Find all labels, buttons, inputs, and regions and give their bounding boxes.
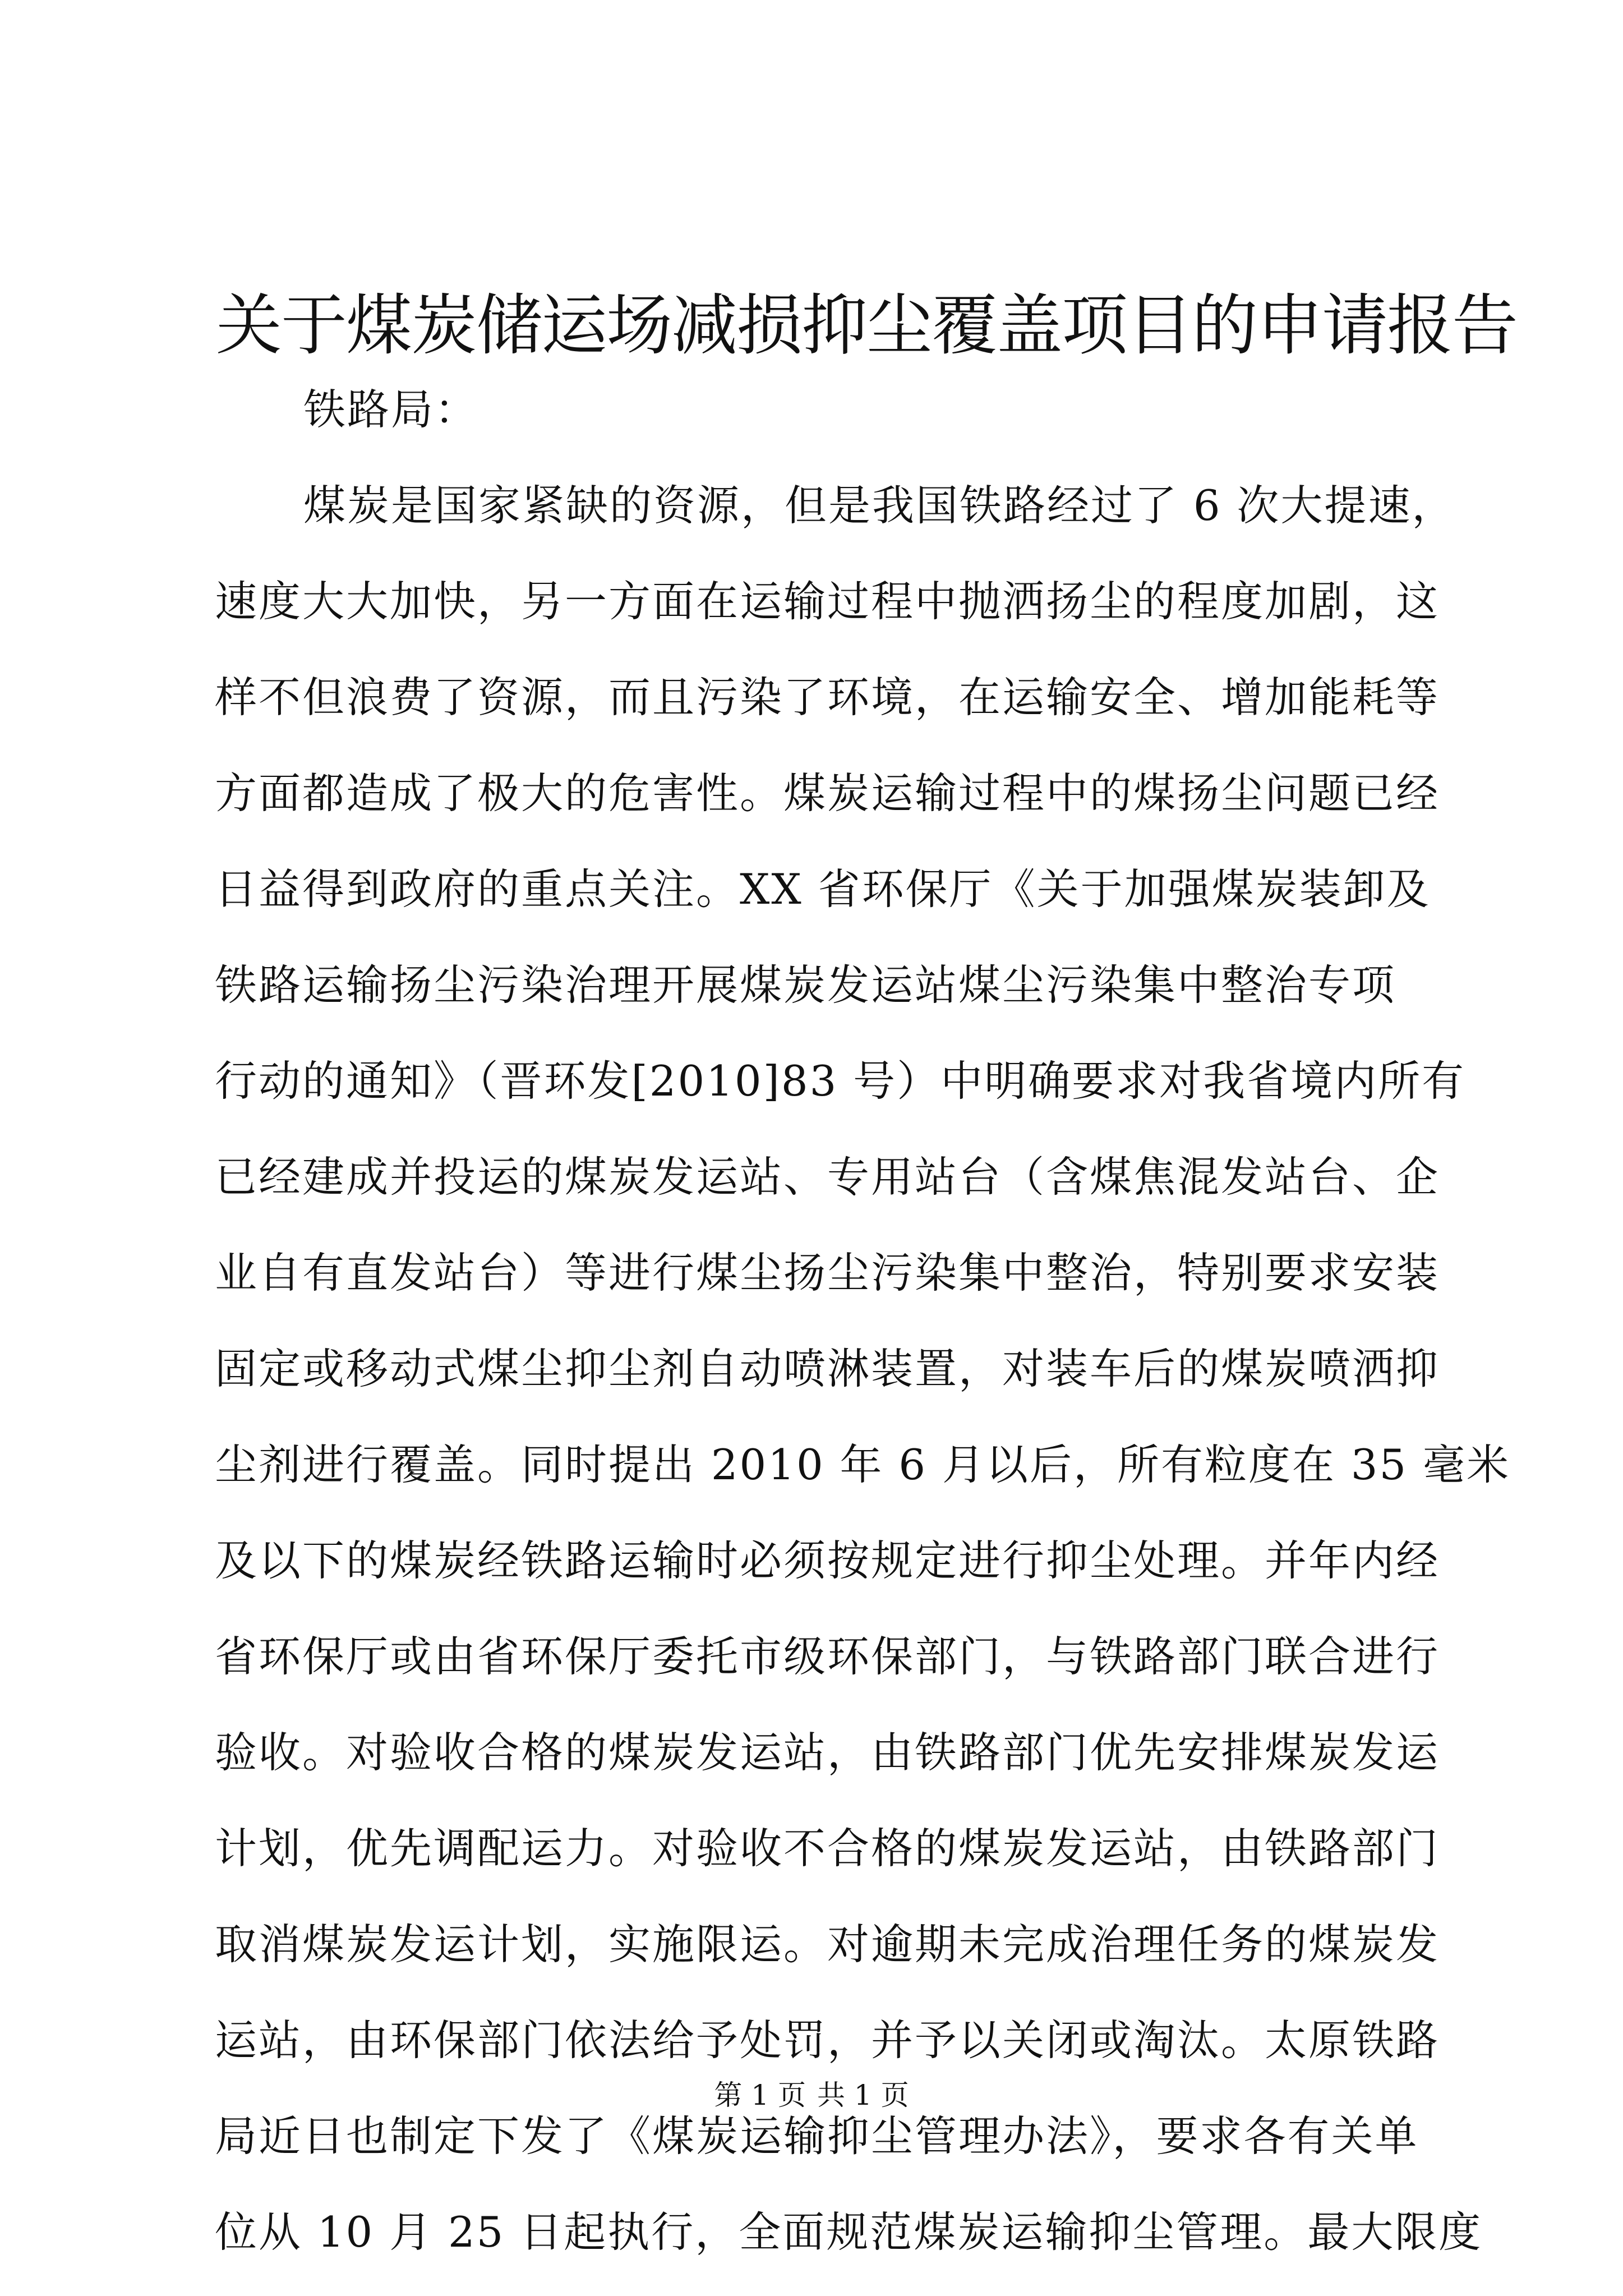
paragraph-line: 行动的通知》（晋环发[2010]83 号）中明确要求对我省境内所有	[215, 1056, 1466, 1106]
paragraph-line: 固定或移动式煤尘抑尘剂自动喷淋装置，对装车后的煤炭喷洒抑	[215, 1344, 1440, 1393]
paragraph-line: 已经建成并投运的煤炭发运站、专用站台（含煤焦混发站台、企	[215, 1152, 1440, 1202]
page-footer	[0, 2076, 1623, 2115]
paragraph-line: 及以下的煤炭经铁路运输时必须按规定进行抑尘处理。并年内经	[215, 1536, 1440, 1585]
paragraph-line: 速度大大加快，另一方面在运输过程中抛洒扬尘的程度加剧，这	[215, 577, 1440, 626]
paragraph-line: 铁路运输扬尘污染治理开展煤炭发运站煤尘污染集中整治专项	[215, 960, 1396, 1010]
paragraph-line: 样不但浪费了资源，而且污染了环境，在运输安全、增加能耗等	[215, 673, 1440, 722]
paragraph-line: 位从 10 月 25 日起执行，全面规范煤炭运输抑尘管理。最大限度	[215, 2207, 1483, 2257]
page-number: 第 1 页	[714, 2079, 806, 2111]
document-title: 关于煤炭储运场减损抑尘覆盖项目的申请报告	[216, 287, 1518, 364]
paragraph-line: 省环保厅或由省环保厅委托市级环保部门，与铁路部门联合进行	[215, 1632, 1440, 1681]
paragraph-line: 尘剂进行覆盖。同时提出 2010 年 6 月以后，所有粒度在 35 毫米	[215, 1440, 1511, 1489]
paragraph-line: 验收。对验收合格的煤炭发运站，由铁路部门优先安排煤炭发运	[215, 1728, 1440, 1777]
paragraph-line: 运站，由环保部门依法给予处罚，并予以关闭或淘汰。太原铁路	[215, 2016, 1440, 2065]
paragraph-line: 计划，优先调配运力。对验收不合格的煤炭发运站，由铁路部门	[215, 1824, 1440, 1873]
paragraph-line: 方面都造成了极大的危害性。煤炭运输过程中的煤扬尘问题已经	[215, 769, 1440, 818]
page-total: 共 1 页	[817, 2079, 909, 2111]
document-body	[215, 362, 1511, 2280]
paragraph-line: 煤炭是国家紧缺的资源，但是我国铁路经过了 6 次大提速，	[303, 481, 1456, 530]
paragraph-line: 局近日也制定下发了《煤炭运输抑尘管理办法》，要求各有关单	[215, 2111, 1419, 2161]
paragraph-line: 日益得到政府的重点关注。XX 省环保厅《关于加强煤炭装卸及	[215, 864, 1431, 914]
salutation: 铁路局：	[303, 385, 479, 434]
paragraph-line: 业自有直发站台）等进行煤尘扬尘污染集中整治，特别要求安装	[215, 1248, 1440, 1297]
paragraph-line: 取消煤炭发运计划，实施限运。对逾期未完成治理任务的煤炭发	[215, 1920, 1440, 1969]
